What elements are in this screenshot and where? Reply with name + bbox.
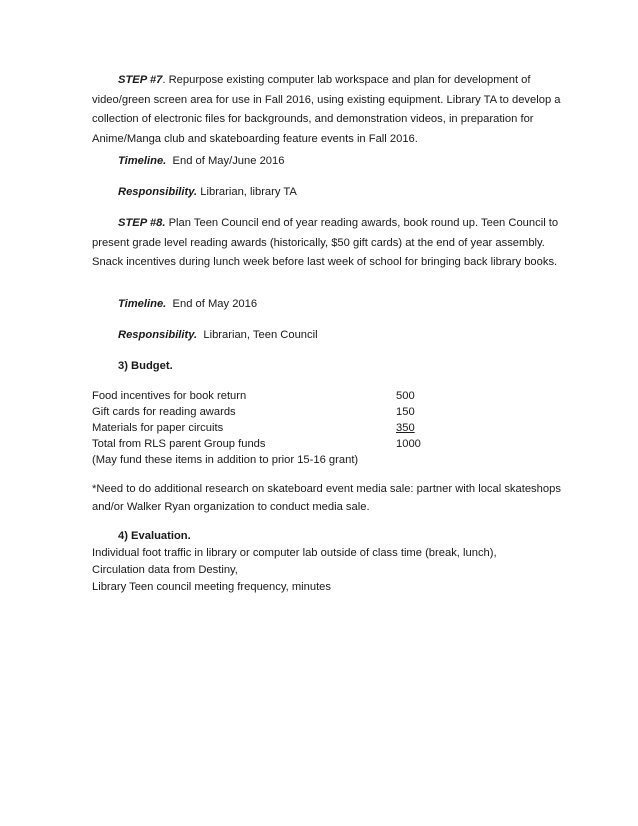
step8-paragraph (92, 214, 562, 273)
step7-responsibility (118, 184, 297, 200)
budget-row (92, 404, 415, 420)
step8-label: STEP #8. (118, 217, 166, 229)
evaluation-item: Individual foot traffic in library or computer lab outside of class time (break, lunch), (92, 547, 497, 559)
budget-item: Materials for paper circuits (92, 422, 224, 434)
step8-timeline (118, 296, 257, 312)
research-note: *Need to do additional research on skateboard event media sale: partner with local skateshops and/or Walker Ryan organization to conduct media sale. (92, 483, 561, 513)
budget-row (92, 388, 415, 404)
step7-timeline (118, 153, 284, 169)
budget-amount: 150 (396, 406, 415, 418)
budget-item: Food incentives for book return (92, 390, 247, 402)
budget-total-row (92, 436, 421, 452)
step7-label: STEP #7 (118, 74, 163, 86)
budget-row (92, 420, 415, 436)
evaluation-heading: 4) Evaluation. (118, 530, 191, 542)
step8-text: Plan Teen Council end of year reading awards, book round up. Teen Council to present grade level reading awards (historically, $50 gift cards) at the end of year assembly. Snack incentives during lunch week before last week of school for bringing back library books. (92, 217, 559, 268)
budget-amount: 350 (396, 422, 415, 434)
step7-text: . Repurpose existing computer lab workspace and plan for development of video/green screen area for use in Fall 2016, using existing equipment. Library TA to develop a collection of electronic files for backgrounds, and demonstration videos, in preparation for Anime/Manga club and skateboarding feature events in Fall 2016. (92, 74, 561, 145)
step7-responsibility-value: Librarian, library TA (200, 186, 297, 198)
budget-heading: 3) Budget. (118, 360, 173, 372)
step8-timeline-value: End of May 2016 (172, 298, 258, 310)
evaluation-item: Circulation data from Destiny, (92, 564, 238, 576)
step8-timeline-label: Timeline. (118, 298, 167, 310)
step8-responsibility-value: Librarian, Teen Council (203, 329, 318, 341)
step7-paragraph (92, 71, 562, 149)
step8-responsibility (118, 327, 318, 343)
evaluation-item: Library Teen council meeting frequency, minutes (92, 581, 331, 593)
budget-item: Gift cards for reading awards (92, 406, 236, 418)
step7-responsibility-label: Responsibility. (118, 186, 198, 198)
step7-timeline-label: Timeline. (118, 155, 167, 167)
step7-timeline-value: End of May/June 2016 (172, 155, 285, 167)
budget-note: (May fund these items in addition to prior 15-16 grant) (92, 454, 359, 466)
budget-amount: 1000 (396, 438, 421, 450)
budget-amount: 500 (396, 390, 415, 402)
step8-responsibility-label: Responsibility. (118, 329, 198, 341)
budget-item: Total from RLS parent Group funds (92, 438, 266, 450)
